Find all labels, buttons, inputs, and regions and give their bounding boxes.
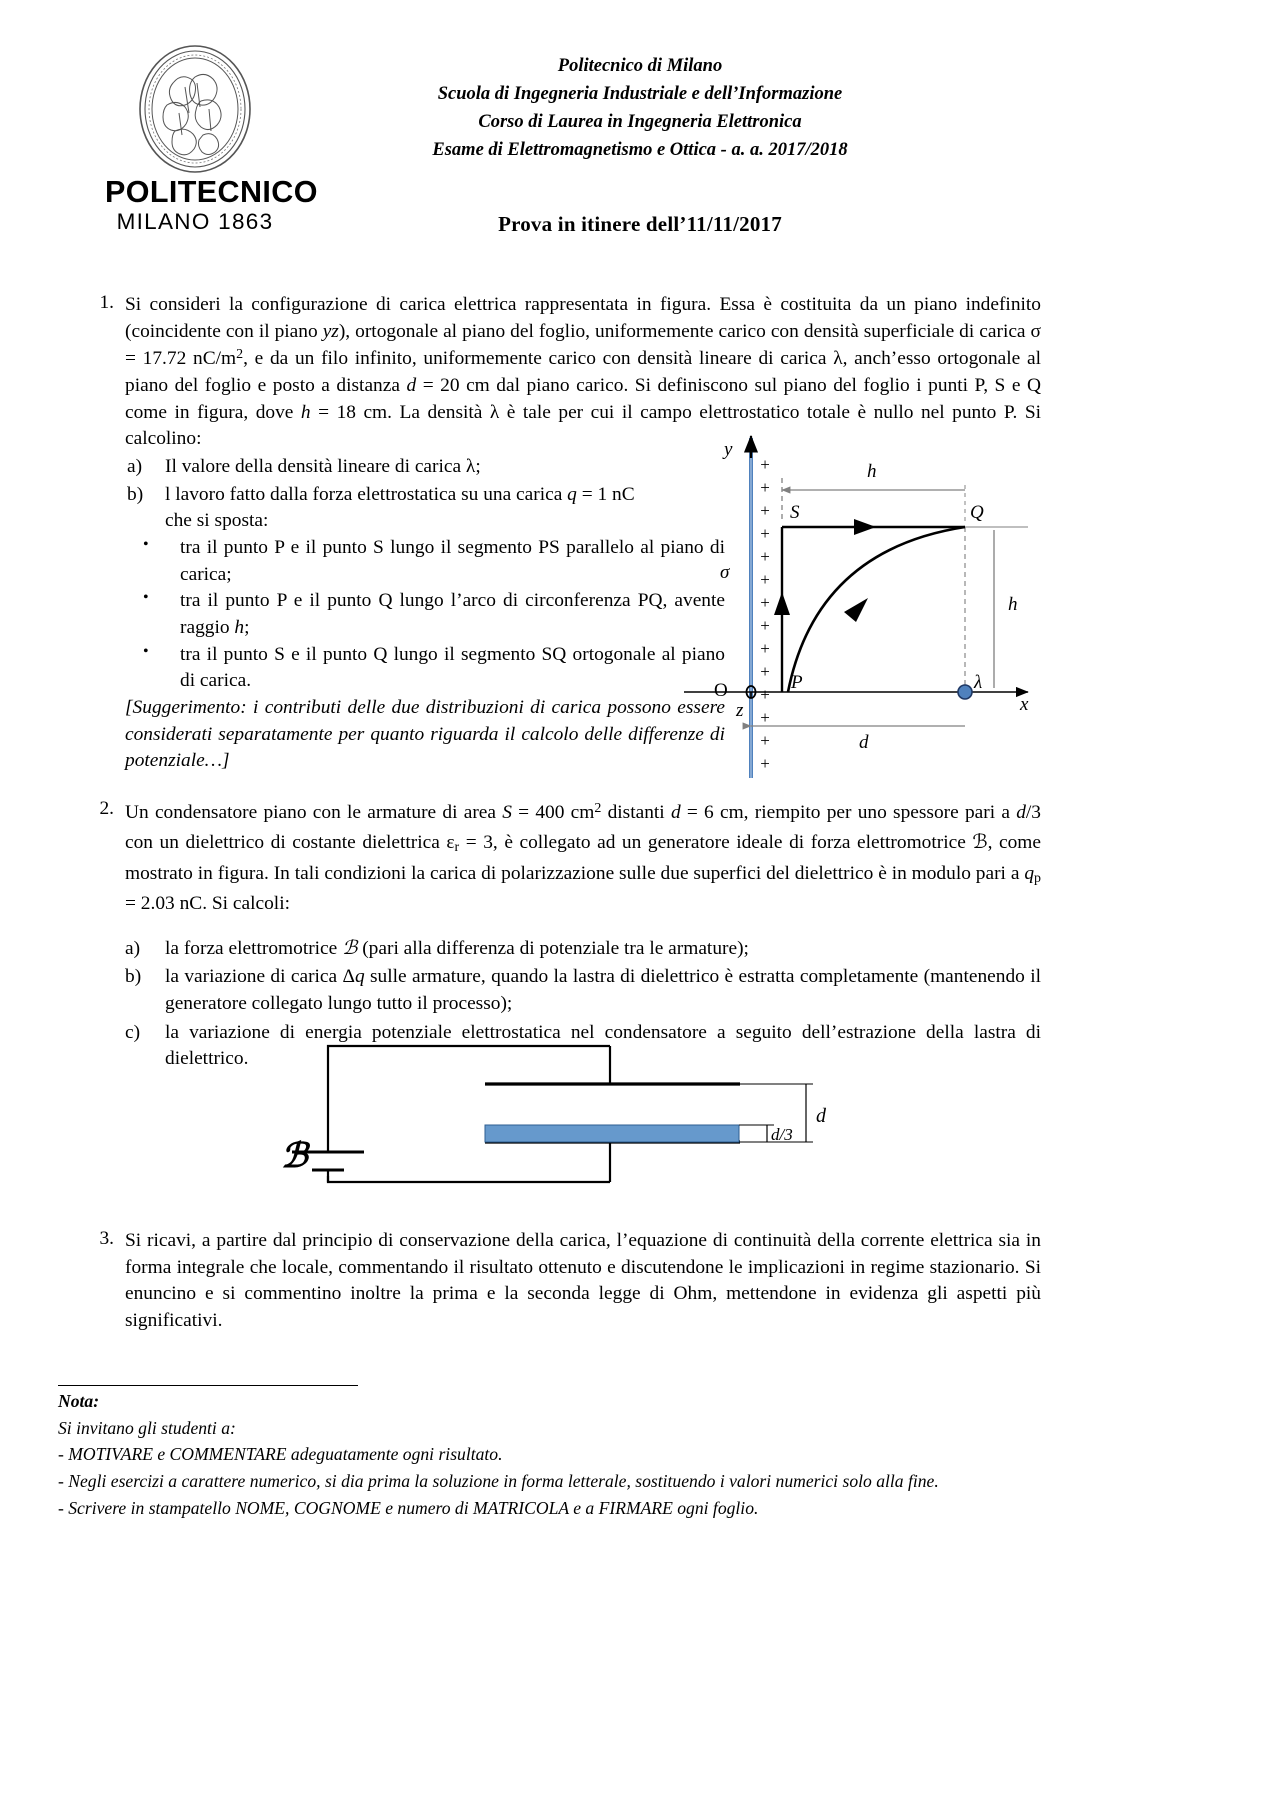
- exercise-1-bullets: [125, 535, 725, 695]
- footer-note: [58, 1385, 1158, 1522]
- figure-2-svg: [250, 1036, 870, 1196]
- exercise-1-item-b-text: l lavoro fatto dalla forza elettrostatica su una carica q = 1 nC che si sposta:: [165, 483, 635, 532]
- svg-text:+: +: [760, 662, 770, 681]
- svg-text:+: +: [760, 501, 770, 520]
- politecnico-seal-icon: [129, 43, 261, 175]
- svg-text:+: +: [760, 524, 770, 543]
- segment-PS-arrowhead: [854, 519, 876, 535]
- segment-vertical-arrowhead: [774, 592, 790, 615]
- exercise-3-body: [125, 1228, 1041, 1335]
- exercise-2-item-b-text: la variazione di carica Δq sulle armature, quando la lastra di dielettrico è estratta completamente (mantenendo il generatore collegato lungo tutto il processo);: [165, 966, 1041, 1014]
- label-S: S: [790, 502, 800, 523]
- label-z-axis: z: [736, 700, 744, 721]
- exercise-1-item-a: [125, 454, 725, 481]
- header-line-exam: Esame di Elettromagnetismo e Ottica - a. a. 2017/2018: [432, 140, 848, 161]
- header-line-school: Scuola di Ingegneria Industriale e dell’Informazione: [437, 84, 843, 105]
- header-line-course: Corso di Laurea in Ingegneria Elettronica: [478, 112, 802, 133]
- exercise-2-item-a: [125, 936, 1041, 963]
- label-Q: Q: [970, 502, 984, 523]
- label-d: d: [859, 732, 869, 753]
- exercise-2-item-b: [125, 964, 1041, 1017]
- label-x-axis: x: [1020, 694, 1029, 715]
- svg-text:+: +: [760, 708, 770, 727]
- footer-line-2: - MOTIVARE e COMMENTARE adeguatamente ogni risultato.: [58, 1444, 503, 1465]
- svg-text:+: +: [760, 570, 770, 589]
- exercise-1-subitems: [125, 454, 725, 535]
- exercise-2-item-c-label: c): [125, 1021, 141, 1043]
- arc-PQ-arrowhead: [844, 598, 868, 622]
- header-line-university: Politecnico di Milano: [557, 56, 723, 76]
- exercise-2-body: [125, 798, 1041, 1073]
- logo-politecnico-text: POLITECNICO: [105, 175, 318, 209]
- exercise-1-item-b-label: b): [127, 483, 144, 505]
- svg-text:+: +: [760, 547, 770, 566]
- svg-text:+: +: [760, 731, 770, 750]
- svg-text:+: +: [760, 455, 770, 474]
- svg-text:+: +: [760, 639, 770, 658]
- dielectric-slab: [485, 1125, 739, 1142]
- exercise-1-paragraph: Si consideri la configurazione di carica elettrica rappresentata in figura. Essa è costituita da un piano indefinito (coincidente con il piano yz), ortogonale al piano del foglio, uniformemente carico con densità superficiale di carica σ = 17.72 $nC/m^2$, e da un filo infinito, uniformemente carico con densità lineare di carica λ, anch’esso ortogonale al piano del foglio e posto a distanza d = 20 cm dal piano carico. Si definiscono sul piano del foglio i punti P, S e Q come in figura, dove h = 18 cm. La densità λ è tale per cui il campo elettrostatico totale è nullo nel punto P. Si calcolino:: [125, 294, 1041, 450]
- exercise-2-item-a-label: a): [125, 937, 141, 959]
- label-lambda: λ: [974, 672, 983, 693]
- footer-nota-label: Nota:: [58, 1391, 100, 1411]
- exercise-2-number: 2.: [99, 798, 114, 819]
- label-O: O: [714, 680, 728, 701]
- exercise-2-item-b-label: b): [125, 966, 142, 988]
- exercise-1-hint: [Suggerimento: i contributi delle due distribuzioni di carica possono essere considerati separatamente per quanto riguarda il calcolo delle differenze di potenziale…]: [125, 696, 725, 772]
- svg-text:+: +: [760, 593, 770, 612]
- exercise-3-number: 3.: [99, 1228, 114, 1249]
- footer-line-3: - Negli esercizi a carattere numerico, si dia prima la soluzione in forma letterale, sostituendo i valori numerici solo alla fine.: [58, 1471, 939, 1492]
- label-P: P: [791, 672, 803, 693]
- exercise-3-paragraph: Si ricavi, a partire dal principio di conservazione della carica, l’equazione di continuità della corrente elettrica sia in forma integrale che locale, commentando il risultato ottenuto e discutendone le implicazioni in regime stazionario. Si enuncino e si commentino inoltre la prima e la seconda legge di Ohm, mettendone in evidenza gli aspetti più significativi.: [125, 1230, 1041, 1332]
- exercise-1-number: 1.: [99, 292, 114, 313]
- label-y-axis: y: [724, 439, 733, 460]
- exercise-2-item-a-text: la forza elettromotrice ℬ (pari alla differenza di potenziale tra le armature);: [165, 937, 749, 959]
- footer-line-1: Si invitano gli studenti a:: [58, 1417, 236, 1438]
- exercise-2-item-c-text: la variazione di energia potenziale elettrostatica nel condensatore a seguito dell’estrazione della lastra di dielettrico.: [165, 1021, 1041, 1070]
- circuit-bottom-wire: [328, 1176, 610, 1182]
- exercise-1-item-a-label: a): [127, 455, 143, 477]
- svg-text:+: +: [760, 616, 770, 635]
- lambda-wire-point: [958, 685, 972, 699]
- label-sigma: σ: [720, 562, 730, 583]
- exercise-2-paragraph: Un condensatore piano con le armature di area S = 400 $cm^2$ distanti d = 6 cm, riempito per uno spessore pari a d/3 con un dielettrico di costante dielettrica $\varepsilon_r = 3$, è collegato ad un generatore ideale di forza elettromotrice ℬ, come mostrato in figura. In tali condizioni la carica di polarizzazione sulle due superfici del dielettrico è in modulo pari a $q_p = 2.03$ nC. Si calcoli:: [125, 801, 1041, 915]
- footer-divider: [58, 1385, 358, 1386]
- svg-text:+: +: [760, 478, 770, 497]
- logo-milano-text: MILANO 1863: [116, 208, 274, 234]
- svg-text:+: +: [760, 754, 770, 773]
- politecnico-logo: [105, 43, 318, 236]
- svg-text:+: +: [760, 685, 770, 704]
- figure-1-svg: [676, 430, 1046, 782]
- footer-line-4: - Scrivere in stampatello NOME, COGNOME e numero di MATRICOLA e a FIRMARE ogni foglio.: [58, 1497, 759, 1518]
- label-h-right: h: [1008, 594, 1018, 615]
- label-d: d: [816, 1105, 826, 1127]
- exercise-1-item-b: [125, 482, 725, 535]
- header-institution-block: [300, 52, 980, 164]
- label-h-top: h: [867, 461, 877, 482]
- exercise-1-bullet-1: • tra il punto P e il punto S lungo il segmento PS parallelo al piano di carica;: [125, 535, 725, 588]
- exercise-1-item-a-text: Il valore della densità lineare di carica λ;: [165, 455, 481, 477]
- page-title: Prova in itinere dell’11/11/2017: [498, 212, 782, 236]
- figure-2-capacitor: [250, 1036, 870, 1196]
- arc-PQ: [788, 527, 965, 692]
- figure-1-charge-configuration: [676, 430, 1046, 782]
- label-d3: d/3: [771, 1125, 793, 1144]
- plane-plus-signs: [760, 455, 770, 773]
- label-emf: ℬ: [281, 1138, 308, 1175]
- exercise-1-bullet-3: • tra il punto S e il punto Q lungo il segmento SQ ortogonale al piano di carica.: [125, 642, 725, 695]
- exercise-1-bullet-2: • tra il punto P e il punto Q lungo l’arco di circonferenza PQ, avente raggio h;: [125, 588, 725, 641]
